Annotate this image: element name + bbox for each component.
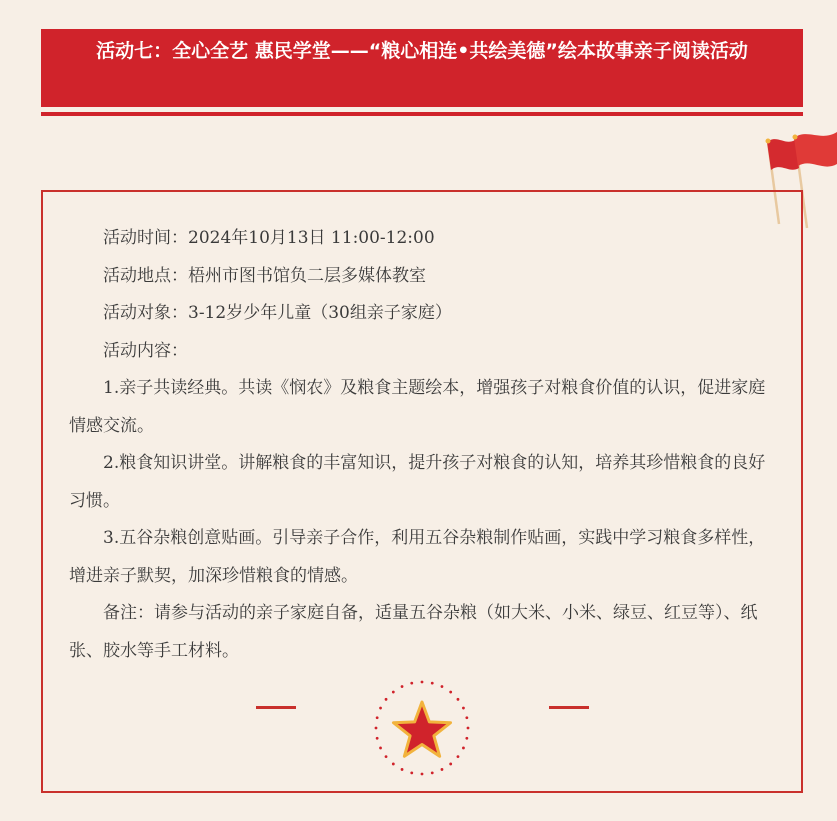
activity-time: 活动时间：2024年10月13日 11:00-12:00 [103,228,435,248]
page-title: 活动七：全心全艺 惠民学堂——“粮心相连•共绘美德”绘本故事亲子阅读活动 [96,40,748,62]
title-underline [41,112,803,116]
activity-item-1: 1.亲子共读经典。共读《悯农》及粮食主题绘本，增强孩子对粮食价值的认识，促进家庭情感交流。 [69,378,766,436]
content-text [69,220,781,670]
activity-item-3: 3.五谷杂粮创意贴画。引导亲子合作，利用五谷杂粮制作贴画，实践中学习粮食多样性，增进亲子默契，加深珍惜粮食的情感。 [69,528,766,586]
activity-content-heading: 活动内容： [103,340,188,361]
activity-audience: 活动对象：3-12岁少年儿童（30组亲子家庭） [103,303,452,323]
title-banner [41,29,803,107]
content-box [41,190,803,793]
activity-location: 活动地点：梧州市图书馆负二层多媒体教室 [103,265,426,286]
red-star-icon [372,680,472,776]
right-dash-divider [549,706,589,709]
left-dash-divider [256,706,296,709]
bottom-ornament [43,680,801,780]
activity-item-2: 2.粮食知识讲堂。讲解粮食的丰富知识，提升孩子对粮食的认知，培养其珍惜粮食的良好习惯。 [69,453,766,511]
activity-note: 备注：请参与活动的亲子家庭自备，适量五谷杂粮（如大米、小米、绿豆、红豆等）、纸张、胶水等手工材料。 [69,603,758,661]
